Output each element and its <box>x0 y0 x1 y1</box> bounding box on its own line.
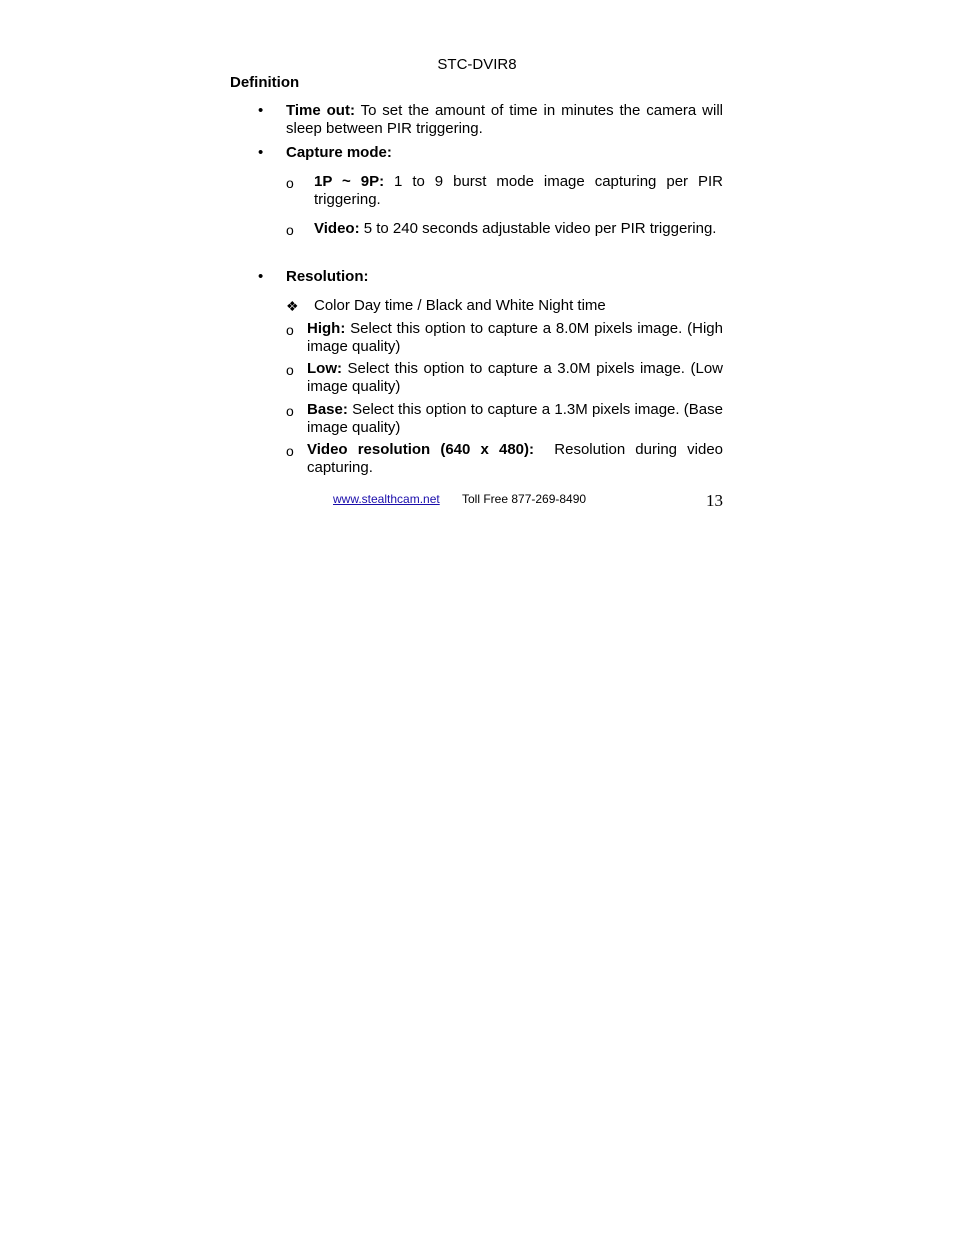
capture-video-text: 5 to 240 seconds adjustable video per PIR triggering. <box>359 220 717 237</box>
capture-mode-label: Capture mode: <box>286 144 392 161</box>
resolution-base-item <box>307 401 723 437</box>
sub-bullet-marker: o <box>286 222 294 238</box>
resolution-low-label: Low: <box>307 360 342 377</box>
header-title: STC-DVIR8 <box>437 56 517 73</box>
capture-video-item <box>314 220 723 238</box>
resolution-low-item <box>307 360 723 396</box>
sub-bullet-marker: o <box>286 443 294 459</box>
sub-bullet-marker: o <box>286 362 294 378</box>
sub-bullet-marker: o <box>286 403 294 419</box>
resolution-base-text: Select this option to capture a 1.3M pixels image. (Base image quality) <box>307 401 723 436</box>
timeout-item <box>286 102 723 138</box>
timeout-text: To set the amount of time in minutes the camera will sleep between PIR triggering. <box>286 102 723 137</box>
diamond-bullet-icon: ❖ <box>286 298 299 314</box>
timeout-label: Time out: <box>286 102 355 119</box>
sub-bullet-marker: o <box>286 322 294 338</box>
website-link[interactable]: www.stealthcam.net <box>333 492 440 506</box>
resolution-video-item <box>307 441 728 477</box>
toll-free-phone: Toll Free 877-269-8490 <box>462 492 587 506</box>
resolution-label: Resolution: <box>286 268 369 285</box>
capture-burst-label: 1P ~ 9P: <box>314 173 385 190</box>
capture-video-label: Video: <box>314 220 360 237</box>
resolution-high-text: Select this option to capture a 8.0M pixels image. (High image quality) <box>307 320 723 355</box>
resolution-high-item <box>307 320 723 356</box>
resolution-high-label: High: <box>307 320 346 337</box>
resolution-video-label: Video resolution (640 x 480): <box>307 441 535 458</box>
page-number: 13 <box>706 491 723 510</box>
resolution-video-text: Resolution during video capturing. <box>307 441 728 476</box>
resolution-note: Color Day time / Black and White Night time <box>314 297 606 314</box>
capture-burst-item <box>314 173 723 209</box>
resolution-base-label: Base: <box>307 401 348 418</box>
capture-burst-text: 1 to 9 burst mode image capturing per PIR triggering. <box>314 173 723 208</box>
section-heading: Definition <box>230 74 300 91</box>
bullet-marker: • <box>258 268 264 285</box>
bullet-marker: • <box>258 102 264 119</box>
bullet-marker: • <box>258 144 264 161</box>
sub-bullet-marker: o <box>286 175 294 191</box>
resolution-low-text: Select this option to capture a 3.0M pixels image. (Low image quality) <box>307 360 723 395</box>
